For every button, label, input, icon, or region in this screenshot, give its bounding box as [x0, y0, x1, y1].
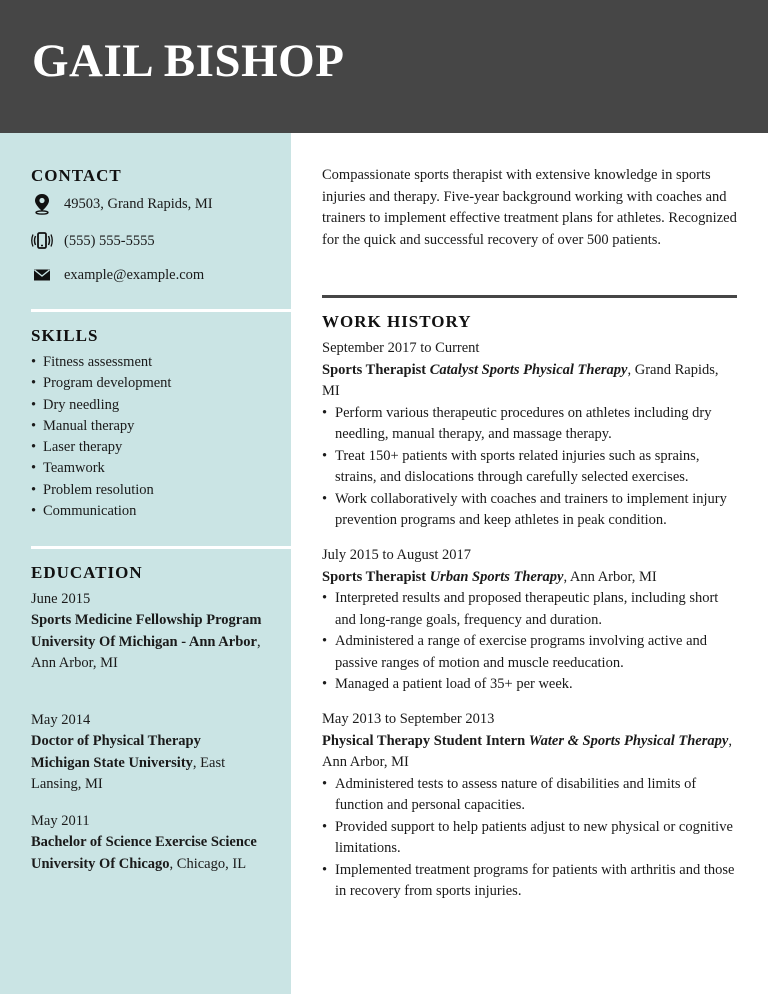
job-role: Sports Therapist: [322, 568, 427, 585]
education-location: , Ann Arbor, MI: [31, 633, 261, 671]
contact-address: [31, 193, 213, 215]
phone-text: (555) 555-5555: [64, 232, 155, 249]
skill-item: • Fitness assessment: [31, 352, 171, 373]
job-dates: May 2013 to September 2013: [322, 711, 495, 727]
address-text: 49503, Grand Rapids, MI: [64, 195, 213, 212]
phone-icon: [31, 230, 53, 252]
education-school: University Of Chicago: [31, 855, 170, 872]
job-role: Sports Therapist: [322, 361, 427, 378]
job-dates: July 2015 to August 2017: [322, 547, 472, 563]
job-bullet: • Provided support to help patients adjust to new physical or cognitive limitations.: [322, 817, 737, 860]
section-divider: [31, 309, 291, 312]
education-date: June 2015: [31, 591, 91, 607]
job-bullet: • Perform various therapeutic procedures on athletes including dry needling, manual therapy, and massage therapy.: [322, 403, 737, 446]
job-bullet: • Treat 150+ patients with sports related injuries such as sprains, strains, and dislocations through carefully selected exercises.: [322, 446, 737, 489]
job-location: , Ann Arbor, MI: [563, 568, 657, 585]
skills-list: [31, 352, 171, 522]
skill-item: • Program development: [31, 373, 171, 394]
contact-phone: [31, 230, 155, 252]
job-bullet: • Administered a range of exercise programs involving active and passive ranges of motion and muscle reeducation.: [322, 631, 737, 674]
professional-summary: Compassionate sports therapist with extensive knowledge in sports injuries and therapy. Five-year background working with coaches and trainers to implement effective treatment plans for athletes. Recognized for the quick and successful recovery of over 500 patients.: [322, 167, 737, 248]
job-entry: [322, 338, 737, 532]
education-school: Michigan State University: [31, 754, 193, 771]
education-degree: Bachelor of Science Exercise Science: [31, 834, 257, 851]
job-dates: September 2017 to Current: [322, 340, 480, 356]
skill-item: • Dry needling: [31, 395, 171, 416]
email-text: example@example.com: [64, 266, 205, 283]
work-history-title: WORK HISTORY: [322, 312, 472, 331]
job-location: , Grand Rapids, MI: [322, 361, 719, 399]
job-entry: [322, 545, 737, 696]
education-title: EDUCATION: [31, 563, 143, 582]
job-bullet: • Implemented treatment programs for patients with arthritis and those in recovery from sports injuries.: [322, 860, 737, 903]
education-degree: Doctor of Physical Therapy: [31, 733, 201, 750]
job-location: , Ann Arbor, MI: [322, 732, 732, 770]
education-entry: [31, 710, 276, 795]
education-entry: [31, 811, 276, 875]
job-bullet: • Work collaboratively with coaches and trainers to implement injury prevention programs and keep athletes in peak condition.: [322, 489, 737, 532]
education-date: May 2014: [31, 712, 91, 728]
summary-divider: [322, 295, 737, 298]
education-school: University Of Michigan - Ann Arbor: [31, 633, 257, 650]
skill-item: • Problem resolution: [31, 480, 171, 501]
header-banner: [0, 0, 768, 133]
job-company: Water & Sports Physical Therapy: [528, 732, 729, 749]
education-location: , East Lansing, MI: [31, 754, 226, 792]
job-role: Physical Therapy Student Intern: [322, 732, 526, 749]
skills-title: SKILLS: [31, 326, 99, 345]
job-company: Urban Sports Therapy: [429, 568, 564, 585]
job-bullet: • Interpreted results and proposed therapeutic plans, including short and long-range goals, frequency and duration.: [322, 588, 737, 631]
skill-item: • Manual therapy: [31, 416, 171, 437]
envelope-icon: [31, 264, 53, 286]
contact-email: [31, 264, 205, 286]
education-date: May 2011: [31, 813, 90, 829]
job-bullet: • Administered tests to assess nature of disabilities and limits of function and personal capacities.: [322, 774, 737, 817]
candidate-name: GAIL BISHOP: [32, 35, 345, 87]
contact-title: CONTACT: [31, 166, 122, 185]
job-bullet: • Managed a patient load of 35+ per week.: [322, 674, 737, 696]
skill-item: • Laser therapy: [31, 437, 171, 458]
job-entry: [322, 709, 737, 903]
skill-item: • Teamwork: [31, 458, 171, 479]
map-pin-icon: [31, 193, 53, 215]
education-location: , Chicago, IL: [169, 855, 247, 872]
section-divider: [31, 546, 291, 549]
job-company: Catalyst Sports Physical Therapy: [429, 361, 628, 378]
education-entry: [31, 589, 276, 674]
education-degree: Sports Medicine Fellowship Program: [31, 612, 262, 629]
skill-item: • Communication: [31, 501, 171, 522]
